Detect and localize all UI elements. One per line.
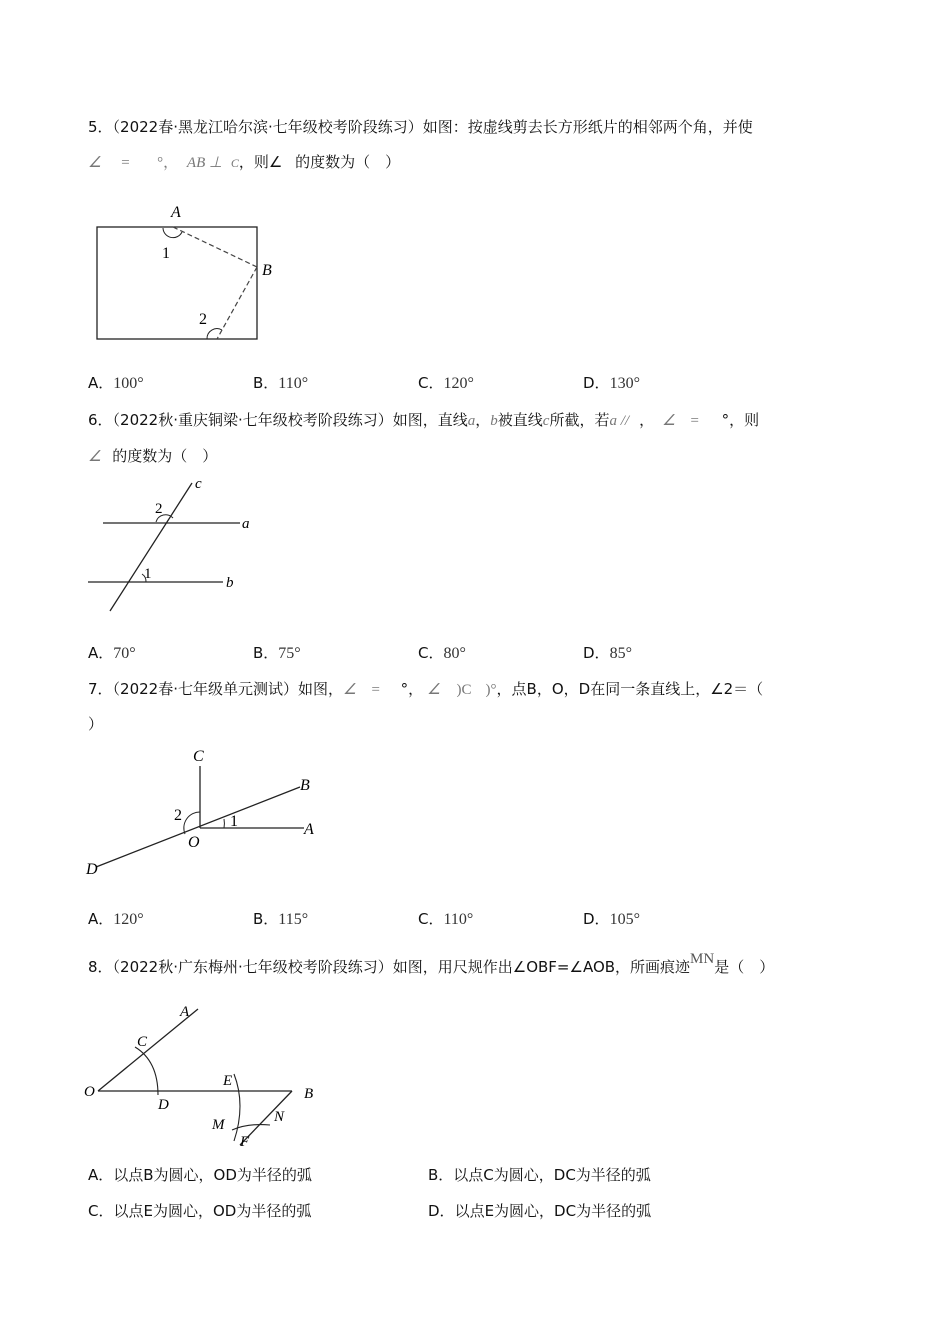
q6-label-1: 1 bbox=[144, 566, 152, 582]
q7-option-b-letter: B． bbox=[253, 910, 279, 928]
q5-rectangle bbox=[97, 227, 257, 339]
q8-ray-oa bbox=[98, 1009, 198, 1091]
q6-option-a-letter: A． bbox=[88, 644, 114, 662]
q6-equals: = bbox=[689, 413, 700, 429]
q5-label-2: 2 bbox=[199, 311, 207, 328]
q6-a-parallel: a // bbox=[609, 413, 630, 429]
q7-figure bbox=[82, 740, 332, 885]
q8-label-e: E bbox=[223, 1073, 233, 1089]
q5-c-fragment: C bbox=[230, 156, 239, 170]
q8-label-b: B bbox=[304, 1086, 314, 1102]
q8-option-c-letter: C． bbox=[88, 1202, 114, 1220]
q5-degree-question: 的度数为（ ） bbox=[295, 153, 401, 171]
q6-option-d-letter: D． bbox=[583, 644, 610, 662]
q5-cut-line-b2 bbox=[217, 267, 257, 339]
q5-option-a-letter: A． bbox=[88, 374, 114, 392]
q7-label-d: D bbox=[86, 861, 98, 878]
q5-angle-symbol: ∠ bbox=[88, 155, 102, 171]
q7-option-c-letter: C． bbox=[418, 910, 444, 928]
q8-figure bbox=[82, 995, 322, 1155]
q8-label-d: D bbox=[158, 1097, 169, 1113]
q5-stem-line bbox=[88, 117, 753, 137]
q8-option-a[interactable] bbox=[88, 1165, 312, 1185]
q8-label-n: N bbox=[274, 1109, 285, 1125]
q7-paren: )° bbox=[485, 682, 497, 698]
q8-arc-cd bbox=[135, 1047, 158, 1095]
q5-number: 5． bbox=[88, 118, 113, 136]
q6-label-2: 2 bbox=[155, 501, 163, 517]
q7-angle2-symbol: ∠ bbox=[427, 682, 441, 698]
q8-arc-mn bbox=[690, 949, 714, 969]
q6-comma: ， bbox=[475, 411, 491, 429]
q8-option-d-text: 以点E为圆心，DC为半径的弧 bbox=[454, 1202, 652, 1220]
q5-option-b[interactable] bbox=[253, 372, 308, 393]
q6-number: 6． bbox=[88, 411, 113, 429]
q8-option-c-text: 以点E为圆心，OD为半径的弧 bbox=[113, 1202, 312, 1220]
q6-line-c bbox=[110, 483, 192, 611]
q6-option-c-letter: C． bbox=[418, 644, 444, 662]
q5-stem-line2 bbox=[88, 152, 400, 173]
q5-stem: （2022春·黑龙江哈尔滨·七年级校考阶段练习）如图：按虚线剪去长方形纸片的相邻两个角，并使 bbox=[112, 118, 753, 136]
q8-option-b-letter: B． bbox=[428, 1166, 454, 1184]
q7-stem-suffix: ，点B，O，D在同一条直线上，∠2＝（ bbox=[496, 680, 764, 698]
q7-option-d[interactable] bbox=[583, 908, 640, 929]
q7-label-b: B bbox=[300, 777, 310, 794]
q6-option-a-value: 70° bbox=[113, 645, 136, 662]
q6-option-b[interactable] bbox=[253, 642, 301, 663]
q5-option-c-value: 120° bbox=[443, 375, 474, 392]
q5-degree: °， bbox=[157, 155, 179, 171]
q6-label-a: a bbox=[242, 516, 250, 532]
q6-option-d[interactable] bbox=[583, 642, 632, 663]
q6-var-b: b bbox=[490, 413, 498, 429]
q7-number: 7． bbox=[88, 680, 113, 698]
q6-var-c: c bbox=[542, 413, 550, 429]
q5-figure bbox=[90, 195, 290, 350]
q6-stem-prefix: （2022秋·重庆铜梁·七年级校考阶段练习）如图，直线 bbox=[112, 411, 468, 429]
q7-line-bd bbox=[96, 787, 300, 867]
q8-option-d[interactable] bbox=[428, 1201, 651, 1221]
q8-stem: （2022秋·广东梅州·七年级校考阶段练习）如图，用尺规作出∠OBF=∠AOB，所画痕迹 bbox=[112, 958, 691, 976]
q8-label-m: M bbox=[212, 1117, 225, 1133]
q5-then-angle: ，则∠ bbox=[238, 153, 283, 171]
q7-option-b[interactable] bbox=[253, 908, 308, 929]
q6-label-b: b bbox=[226, 575, 234, 591]
q5-option-a[interactable] bbox=[88, 372, 144, 393]
q7-option-a-letter: A． bbox=[88, 910, 114, 928]
q5-option-d-letter: D． bbox=[583, 374, 610, 392]
q6-label-c: c bbox=[195, 476, 202, 492]
q8-label-o: O bbox=[84, 1084, 95, 1100]
q7-oc: )C bbox=[456, 682, 472, 698]
q7-angle1-symbol: ∠ bbox=[343, 682, 357, 698]
q5-label-b: B bbox=[262, 262, 272, 279]
q7-label-2: 2 bbox=[174, 807, 182, 824]
q6-option-a[interactable] bbox=[88, 642, 136, 663]
q6-option-d-value: 85° bbox=[609, 645, 632, 662]
q5-option-c-letter: C． bbox=[418, 374, 444, 392]
q7-angle2-arc bbox=[184, 812, 200, 834]
q5-option-b-letter: B． bbox=[253, 374, 279, 392]
q8-label-f: F bbox=[240, 1134, 250, 1150]
q5-angle1-arc bbox=[163, 228, 182, 238]
q8-arc-mn-label: MN bbox=[690, 951, 715, 967]
q7-option-c[interactable] bbox=[418, 908, 473, 929]
q7-option-a-value: 120° bbox=[113, 911, 144, 928]
q6-figure bbox=[85, 475, 255, 615]
q5-option-c[interactable] bbox=[418, 372, 474, 393]
q7-label-1: 1 bbox=[230, 813, 238, 830]
q6-option-b-value: 75° bbox=[278, 645, 301, 662]
q8-label-a: A bbox=[180, 1004, 190, 1020]
q5-option-b-value: 110° bbox=[278, 375, 309, 392]
q8-tail: 是（ ） bbox=[714, 958, 775, 976]
q5-label-a: A bbox=[171, 204, 181, 221]
q7-label-c: C bbox=[193, 748, 204, 765]
q8-stem-line bbox=[88, 951, 775, 978]
q8-arc-ef bbox=[234, 1074, 240, 1141]
q6-option-c[interactable] bbox=[418, 642, 466, 663]
q7-option-d-value: 105° bbox=[609, 911, 640, 928]
q7-option-a[interactable] bbox=[88, 908, 144, 929]
q7-stem-line2: ） bbox=[88, 715, 104, 733]
q5-option-d-value: 130° bbox=[609, 375, 640, 392]
q7-stem-prefix: （2022春·七年级单元测试）如图， bbox=[112, 680, 343, 698]
q7-option-b-value: 115° bbox=[278, 911, 309, 928]
q7-option-c-value: 110° bbox=[443, 911, 474, 928]
q8-option-b[interactable] bbox=[428, 1165, 651, 1185]
q8-option-a-letter: A． bbox=[88, 1166, 114, 1184]
q8-option-d-letter: D． bbox=[428, 1202, 455, 1220]
q7-equals: = bbox=[370, 682, 381, 698]
q7-option-d-letter: D． bbox=[583, 910, 610, 928]
q6-comma2: ， bbox=[639, 411, 655, 429]
q5-option-a-value: 100° bbox=[113, 375, 144, 392]
q6-angle-symbol: ∠ bbox=[662, 413, 676, 429]
q6-deg-then: °，则 bbox=[721, 411, 760, 429]
q7-degree: °， bbox=[400, 680, 424, 698]
q6-var-a: a bbox=[467, 413, 476, 429]
q7-label-a: A bbox=[304, 821, 314, 838]
q6-angle2-symbol: ∠ bbox=[88, 449, 102, 465]
q6-degree-question: 的度数为（ ） bbox=[112, 447, 218, 465]
q8-label-c: C bbox=[137, 1034, 148, 1050]
q8-option-b-text: 以点C为圆心，DC为半径的弧 bbox=[453, 1166, 651, 1184]
q5-label-1: 1 bbox=[162, 245, 170, 262]
q5-cut-line-ab bbox=[173, 227, 257, 267]
q6-stem-line2 bbox=[88, 446, 217, 467]
q5-equals: = bbox=[120, 155, 131, 171]
q8-option-a-text: 以点B为圆心，OD为半径的弧 bbox=[113, 1166, 312, 1184]
q6-cut-text: 所截，若 bbox=[549, 411, 610, 429]
q7-stem-line bbox=[88, 679, 763, 700]
q6-option-b-letter: B． bbox=[253, 644, 279, 662]
q6-stem-line bbox=[88, 410, 759, 431]
q6-option-c-value: 80° bbox=[443, 645, 466, 662]
q8-number: 8． bbox=[88, 958, 113, 976]
q6-cut-by: 被直线 bbox=[497, 411, 543, 429]
q7-label-o: O bbox=[188, 834, 200, 851]
q5-ab-perp: AB ⊥ bbox=[186, 155, 223, 171]
q5-option-d[interactable] bbox=[583, 372, 640, 393]
q8-option-c[interactable] bbox=[88, 1201, 311, 1221]
